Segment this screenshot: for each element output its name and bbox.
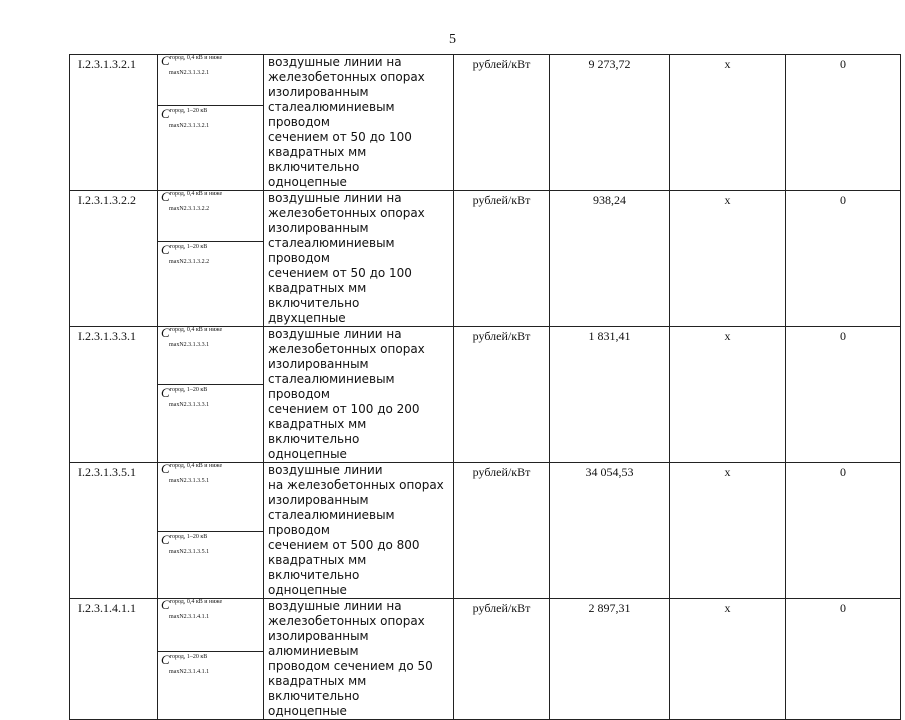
formula-symbol: C bbox=[161, 325, 170, 340]
formula-superscript: город, 0,4 кВ и ниже bbox=[169, 463, 223, 469]
row-value: 2 897,31 bbox=[550, 599, 670, 720]
formula bbox=[161, 53, 260, 78]
formula-cell bbox=[158, 532, 264, 599]
formula-superscript: город, 1–20 кВ bbox=[169, 654, 208, 661]
formula-superscript: город, 1–20 кВ bbox=[169, 387, 208, 394]
formula-subscript: maxN2.3.1.3.2.2 bbox=[169, 206, 210, 212]
row-code: I.2.3.1.4.1.1 bbox=[70, 599, 158, 720]
table-row bbox=[70, 55, 901, 106]
formula bbox=[161, 107, 260, 131]
row-description: воздушные линии на железобетонных опорах изолированным сталеалюминиевым проводом сечением от 500 до 800 квадратных мм включительно одноцепные bbox=[264, 463, 454, 599]
formula-cell bbox=[158, 652, 264, 720]
formula-symbol: C bbox=[161, 241, 170, 257]
row-code: I.2.3.1.3.5.1 bbox=[70, 463, 158, 599]
formula-symbol: C bbox=[161, 189, 170, 204]
row-value: 34 054,53 bbox=[550, 463, 670, 599]
formula-subscript: maxN2.3.1.3.3.1 bbox=[169, 342, 210, 348]
row-code: I.2.3.1.3.3.1 bbox=[70, 327, 158, 463]
row-value: 9 273,72 bbox=[550, 55, 670, 191]
formula-symbol: C bbox=[161, 461, 170, 476]
row-col6: х bbox=[670, 55, 786, 191]
row-description: воздушные линии на железобетонных опорах изолированным сталеалюминиевым проводом сечением от 100 до 200 квадратных мм включительно одноцепные bbox=[264, 327, 454, 463]
formula-superscript: город, 0,4 кВ и ниже bbox=[169, 55, 223, 61]
formula-cell bbox=[158, 599, 264, 652]
tariff-table bbox=[69, 54, 901, 720]
row-unit: рублей/кВт bbox=[454, 191, 550, 327]
row-col6: х bbox=[670, 327, 786, 463]
formula-cell bbox=[158, 385, 264, 463]
row-value: 1 831,41 bbox=[550, 327, 670, 463]
row-value: 938,24 bbox=[550, 191, 670, 327]
formula-symbol: C bbox=[161, 652, 170, 668]
row-code: I.2.3.1.3.2.2 bbox=[70, 191, 158, 327]
formula-superscript: город, 0,4 кВ и ниже bbox=[169, 599, 223, 605]
formula bbox=[161, 461, 260, 486]
row-unit: рублей/кВт bbox=[454, 599, 550, 720]
row-unit: рублей/кВт bbox=[454, 327, 550, 463]
formula bbox=[161, 653, 260, 677]
row-unit: рублей/кВт bbox=[454, 55, 550, 191]
formula-subscript: maxN2.3.1.4.1.1 bbox=[169, 614, 210, 620]
formula-symbol: C bbox=[161, 385, 170, 401]
page-number: 5 bbox=[449, 32, 456, 47]
formula-superscript: город, 1–20 кВ bbox=[169, 534, 208, 541]
formula bbox=[161, 597, 260, 622]
formula-subscript: maxN2.3.1.3.2.1 bbox=[169, 123, 210, 130]
formula-symbol: C bbox=[161, 597, 170, 612]
row-col7: 0 bbox=[786, 463, 901, 599]
formula-superscript: город, 1–20 кВ bbox=[169, 243, 208, 250]
row-code: I.2.3.1.3.2.1 bbox=[70, 55, 158, 191]
formula-subscript: maxN2.3.1.3.2.1 bbox=[169, 70, 210, 76]
formula bbox=[161, 325, 260, 350]
formula-subscript: maxN2.3.1.3.2.2 bbox=[169, 258, 210, 265]
formula-superscript: город, 1–20 кВ bbox=[169, 108, 208, 115]
formula-cell bbox=[158, 55, 264, 106]
formula-cell bbox=[158, 241, 264, 326]
row-col7: 0 bbox=[786, 327, 901, 463]
formula-subscript: maxN2.3.1.3.3.1 bbox=[169, 402, 210, 409]
formula bbox=[161, 386, 260, 410]
formula-superscript: город, 0,4 кВ и ниже bbox=[169, 191, 223, 197]
table-row bbox=[70, 599, 901, 652]
formula-subscript: maxN2.3.1.3.5.1 bbox=[169, 549, 210, 556]
table-row bbox=[70, 191, 901, 242]
formula bbox=[161, 243, 260, 267]
formula-superscript: город, 0,4 кВ и ниже bbox=[169, 327, 223, 333]
row-col6: х bbox=[670, 599, 786, 720]
formula-subscript: maxN2.3.1.4.1.1 bbox=[169, 669, 210, 676]
row-col6: х bbox=[670, 191, 786, 327]
formula bbox=[161, 533, 260, 557]
formula-cell bbox=[158, 327, 264, 385]
row-col7: 0 bbox=[786, 55, 901, 191]
row-description: воздушные линии на железобетонных опорах изолированным сталеалюминиевым проводом сечением от 50 до 100 квадратных мм включительно двухцепные bbox=[264, 191, 454, 327]
formula-symbol: C bbox=[161, 106, 170, 122]
row-col7: 0 bbox=[786, 191, 901, 327]
row-unit: рублей/кВт bbox=[454, 463, 550, 599]
formula-subscript: maxN2.3.1.3.5.1 bbox=[169, 478, 210, 484]
formula-cell bbox=[158, 463, 264, 532]
formula-cell bbox=[158, 191, 264, 242]
table-row bbox=[70, 327, 901, 385]
row-description: воздушные линии на железобетонных опорах изолированным сталеалюминиевым проводом сечением от 50 до 100 квадратных мм включительно одноцепные bbox=[264, 55, 454, 191]
row-col6: х bbox=[670, 463, 786, 599]
table-row bbox=[70, 463, 901, 532]
formula-symbol: C bbox=[161, 532, 170, 548]
formula-symbol: C bbox=[161, 53, 170, 68]
formula bbox=[161, 189, 260, 214]
row-col7: 0 bbox=[786, 599, 901, 720]
formula-cell bbox=[158, 106, 264, 191]
row-description: воздушные линии на железобетонных опорах изолированным алюминиевым проводом сечением до 50 квадратных мм включительно одноцепные bbox=[264, 599, 454, 720]
